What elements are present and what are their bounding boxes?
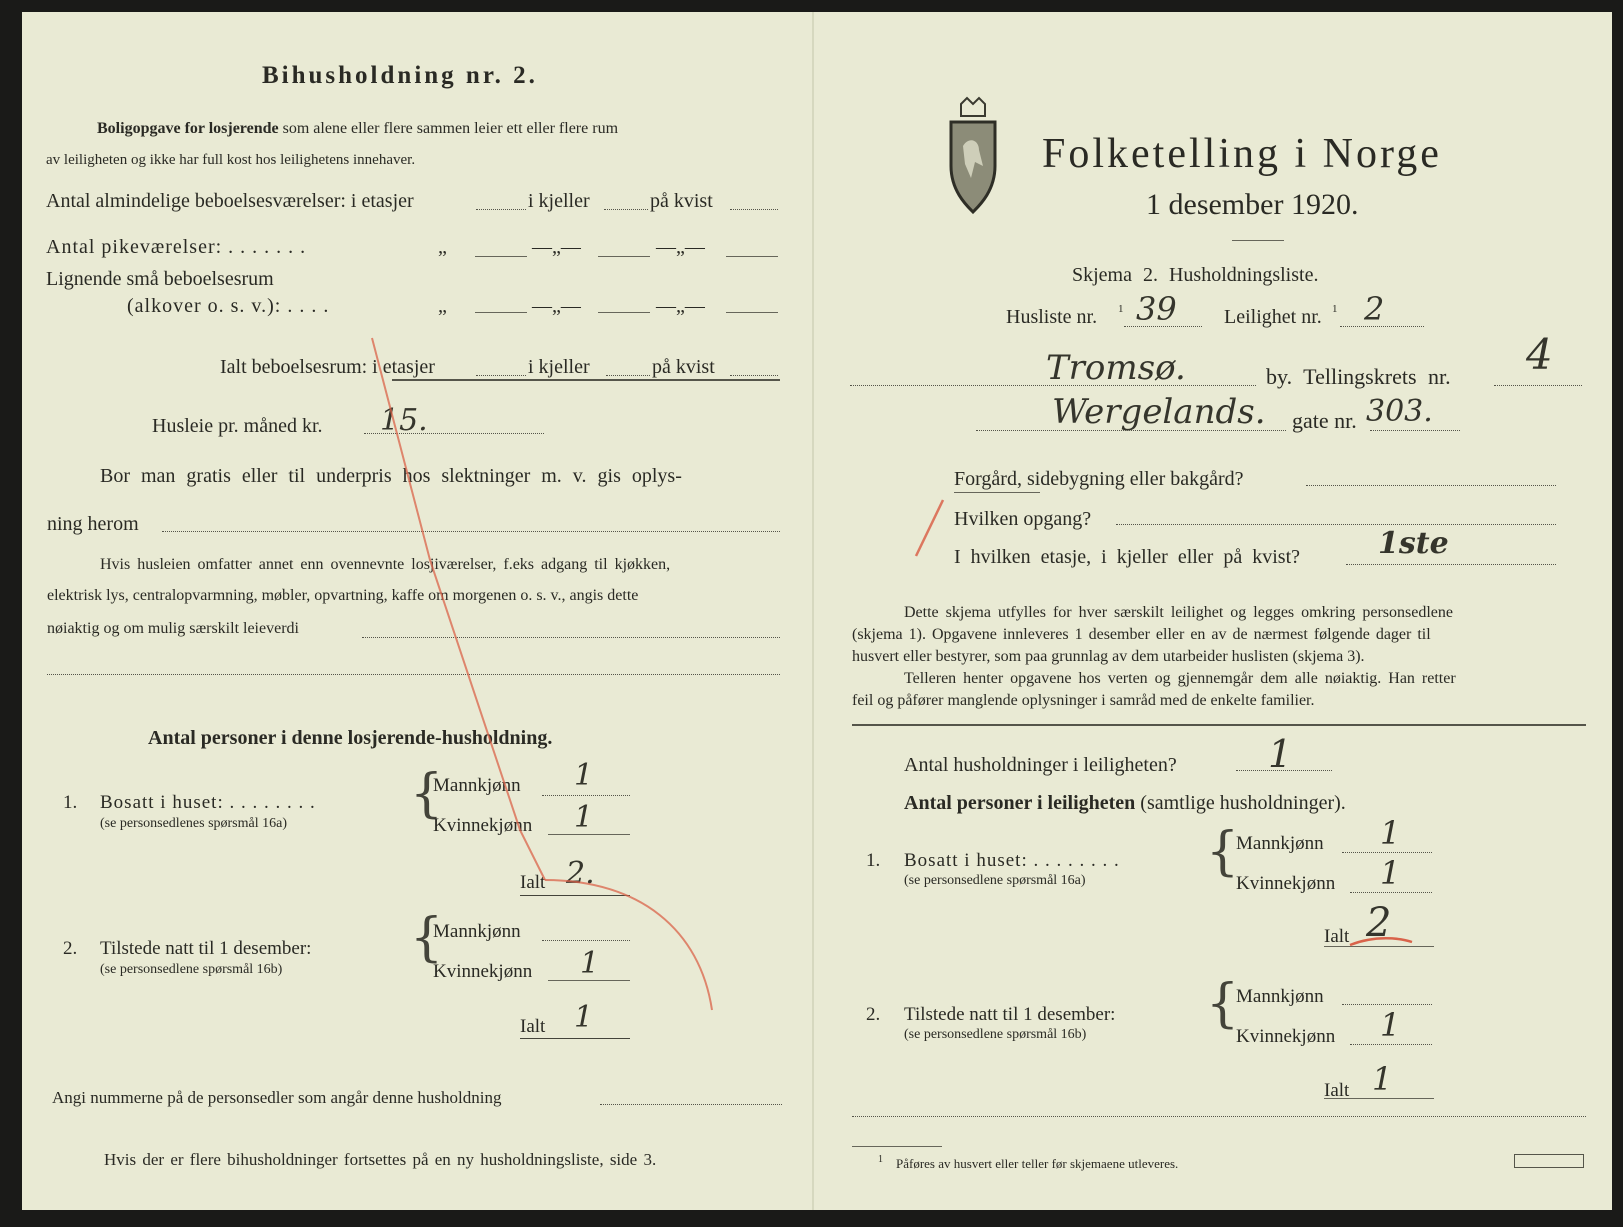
small-ditto: „ [438,295,447,317]
extra-line-1: Hvis husleien omfatter annet enn ovennevnte losjiværelser, f.eks adgang til kjøkken, [100,556,671,573]
pike-dash-1: —„— [532,236,581,258]
q2-mann-label: Mannkjønn [433,921,521,942]
left-title: Bihusholdning nr. 2. [262,62,538,89]
r-q1-kvinne-line [1350,892,1432,893]
info-line-3: husvert eller bestyrer, som paa grunnlag av dem utarbeider huslisten (skjema 3). [852,648,1365,665]
ialt-rooms-label: Ialt beboelsesrum: i etasjer [220,356,435,378]
q1-ialt-label: Ialt [520,872,546,893]
krets-line [1494,385,1582,386]
rent-value[interactable]: 15. [380,403,428,438]
r-q2-ialt-label: Ialt [1324,1080,1350,1101]
r-q2-ialt-line [1324,1098,1434,1099]
etasje-label: I hvilken etasje, i kjeller eller på kvist? [954,546,1300,568]
right-bottom-line [852,1116,1586,1117]
street-value[interactable]: Wergelands. [1052,392,1266,432]
r-q1-mann-line [1342,852,1432,853]
gratis-line-1: Bor man gratis eller til underpris hos slektninger m. v. gis oplys- [100,465,682,487]
antal-pers-rest: (samtlige husholdninger). [1140,792,1346,814]
q2-ialt-value[interactable]: 1 [574,1000,594,1035]
printer-stamp [1514,1154,1584,1168]
schema-label: Skjema 2. Husholdningsliste. [1072,264,1319,286]
forgaard-line[interactable] [1306,485,1556,486]
q1-kvinne-label: Kvinnekjønn [433,815,533,836]
by-label: by. Tellingskrets nr. [1266,364,1451,389]
rooms-kjeller: i kjeller [528,190,590,212]
antal-pers-bold: Antal personer i leiligheten [904,792,1136,814]
r-q1-sub: (se personsedlene spørsmål 16a) [904,873,1086,888]
gate-label: gate nr. [1292,408,1357,433]
leilighet-footnote-mark: 1 [1332,303,1338,315]
r-q2-kvinne-value[interactable]: 1 [1380,1006,1401,1044]
footnote-text: Påføres av husvert eller teller før skjemaene utleveres. [896,1156,1179,1171]
q1-sub: (se personsedlenes spørsmål 16a) [100,816,288,831]
etasje-line [1346,564,1556,565]
title-divider [1232,240,1284,241]
antal-hush-line [1236,770,1332,771]
husliste-value[interactable]: 39 [1136,290,1177,328]
city-value[interactable]: Tromsø. [1046,348,1186,388]
husliste-label: Husliste nr. [1006,306,1098,328]
red-stroke-curve [545,880,712,1010]
q1-mann-label: Mannkjønn [433,775,521,796]
gratis-line-2: ning herom [47,513,139,535]
coat-of-arms-icon [945,96,1001,221]
intro-bold: Boligopgave for losjerende [97,120,279,137]
red-stroke-long [372,338,545,880]
r-q2-brace: { [1206,974,1240,1034]
intro-line-2: av leiligheten og ikke har full kost hos leilighetens innehaver. [46,152,416,168]
small-dash-2: —„— [656,295,705,317]
r-q1-number: 1. [866,850,881,871]
r-q1-ialt-line [1324,946,1434,947]
q1-brace: { [410,764,444,824]
info-line-5: feil og påfører manglende oplysninger i samråd med de enkelte familier. [852,692,1315,709]
r-q1-kvinne-label: Kvinnekjønn [1236,873,1336,894]
info-line-2: (skjema 1). Opgavene innleveres 1 desember eller en av de nærmest følgende dager til [852,626,1431,643]
husliste-footnote-mark: 1 [1118,303,1124,315]
left-footer: Hvis der er flere bihusholdninger fortsettes på en ny husholdningsliste, side 3. [104,1150,657,1169]
footnote-mark: 1 [878,1154,883,1165]
antal-hush-label: Antal husholdninger i leiligheten? [904,754,1177,776]
r-q1-label: Bosatt i huset: . . . . . . . . [904,850,1120,871]
leilighet-label: Leilighet nr. [1224,306,1322,328]
rooms-kvist: på kvist [650,190,713,212]
pike-ditto: „ [438,236,447,258]
persons-heading: Antal personer i denne losjerende-husholdning. [148,727,553,749]
r-q1-ialt-label: Ialt [1324,926,1350,947]
r-q1-brace: { [1206,822,1240,882]
r-q2-kvinne-label: Kvinnekjønn [1236,1026,1336,1047]
rent-label: Husleie pr. måned kr. [152,415,323,437]
gate-line [1370,430,1460,431]
q2-number: 2. [63,938,78,959]
city-line [850,385,1256,386]
small-rooms-1: Lignende små beboelsesrum [46,268,274,290]
r-q1-ialt-value[interactable]: 2 [1366,900,1392,946]
pike-label: Antal pikeværelser: . . . . . . . [46,236,307,258]
q1-label: Bosatt i huset: . . . . . . . . [100,792,316,813]
r-q2-kvinne-line [1350,1044,1432,1045]
extra-line-3: nøiaktig og om mulig særskilt leieverdi [47,620,299,637]
small-dash-1: —„— [532,295,581,317]
extra-line-2: elektrisk lys, centralopvarmning, møbler, opvartning, kaffe om morgenen o. s. v., angis dette [47,587,639,604]
r-q1-mann-value[interactable]: 1 [1380,814,1401,852]
husliste-line [1124,326,1202,327]
opgang-line[interactable] [1116,524,1556,525]
r-q2-number: 2. [866,1004,881,1025]
r-q2-mann-label: Mannkjønn [1236,986,1324,1007]
intro-rest: som alene eller flere sammen leier ett eller flere rum [282,120,619,137]
q2-brace: { [410,908,444,968]
q2-kvinne-value[interactable]: 1 [580,946,600,981]
q1-ialt-value[interactable]: 2. [566,856,595,891]
pike-dash-2: —„— [656,236,705,258]
small-rooms-2: (alkover o. s. v.): . . . . [127,295,330,317]
antal-hush-value[interactable]: 1 [1268,732,1293,776]
street-line [976,430,1286,431]
q1-kvinne-value[interactable]: 1 [574,800,594,835]
angi-label: Angi nummerne på de personsedler som angår denne husholdning [52,1088,502,1107]
r-q1-mann-label: Mannkjønn [1236,833,1324,854]
r-q2-mann-line [1342,1004,1432,1005]
info-line-4: Telleren henter opgavene hos verten og gjennemgår dem alle nøiaktig. Han retter [904,670,1456,687]
main-title: Folketelling i Norge [1042,131,1442,177]
rooms-label: Antal almindelige beboelsesværelser: i etasjer [46,190,414,212]
ialt-kvist: på kvist [652,356,715,378]
forgaard-label: Forgård, sidebygning eller bakgård? [954,468,1244,490]
q2-label: Tilstede natt til 1 desember: [100,938,312,959]
r-q1-kvinne-value[interactable]: 1 [1380,854,1401,892]
q2-ialt-label: Ialt [520,1016,546,1037]
etasje-value[interactable]: 1ste [1378,526,1449,561]
main-date: 1 desember 1920. [1146,188,1359,221]
q1-mann-value[interactable]: 1 [574,758,594,793]
r-q2-sub: (se personsedlene spørsmål 16b) [904,1027,1087,1042]
ialt-kjeller: i kjeller [528,356,590,378]
q1-number: 1. [63,792,78,813]
antal-pers-heading [904,792,1346,815]
leilighet-value[interactable]: 2 [1364,290,1385,328]
q2-sub: (se personsedlene spørsmål 16b) [100,962,283,977]
r-q2-label: Tilstede natt til 1 desember: [904,1004,1116,1025]
info-line-1: Dette skjema utfylles for hver særskilt leilighet og legges omkring personsedlene [904,604,1453,621]
right-section-divider [852,724,1586,726]
krets-value[interactable]: 4 [1526,330,1553,379]
gate-value[interactable]: 303. [1366,394,1433,429]
leilighet-line [1340,326,1424,327]
q2-kvinne-label: Kvinnekjønn [433,961,533,982]
footnote-rule [852,1146,942,1147]
r-q2-ialt-value[interactable]: 1 [1372,1060,1393,1098]
red-stroke-tick [916,500,943,556]
forgaard-underline [954,492,1040,493]
opgang-label: Hvilken opgang? [954,508,1092,530]
